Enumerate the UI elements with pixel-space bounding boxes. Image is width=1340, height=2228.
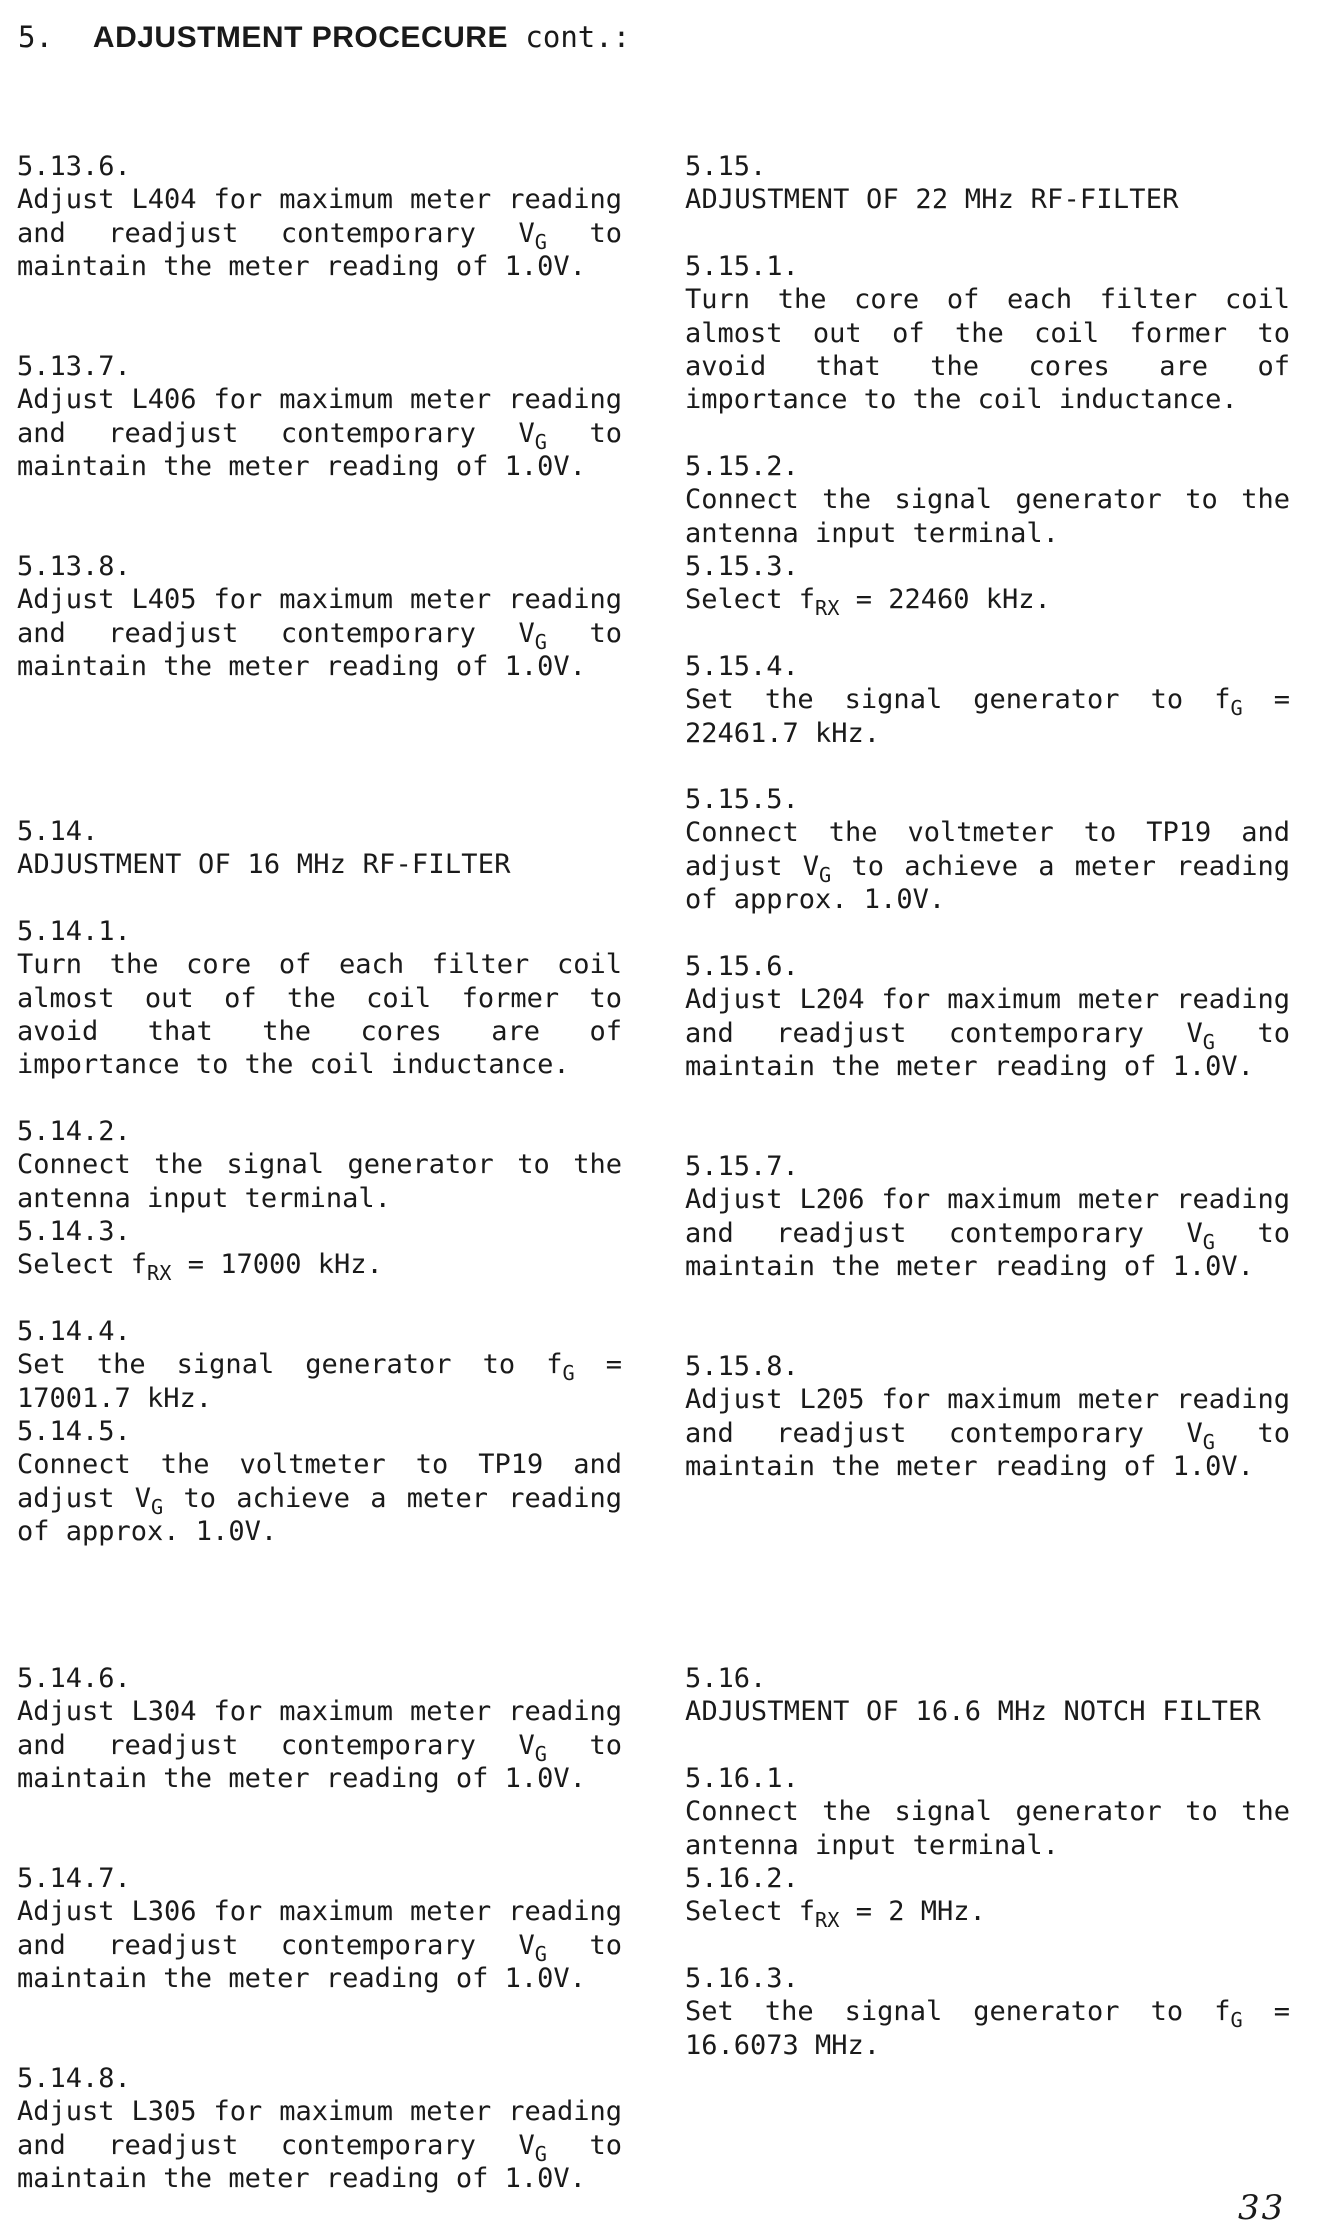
step-number: 5.16.2. <box>685 1863 799 1894</box>
step-5-15-5 <box>685 783 1290 916</box>
section-heading: ADJUSTMENT OF 16.6 MHz NOTCH FILTER <box>685 1696 1261 1728</box>
step-text: Connect the voltmeter to TP19 and adjust $V_G$ to achieve a meter reading of approx. 1.0V. <box>685 817 1290 915</box>
step-number: 5.15.3. <box>685 551 799 582</box>
section-heading: ADJUSTMENT OF 22 MHz RF-FILTER <box>685 184 1179 216</box>
step-text: Connect the signal generator to the antenna input terminal. <box>685 1796 1290 1861</box>
step-text: Adjust L404 for maximum meter reading and readjust contemporary $V_G$ to maintain the meter reading of 1.0V. <box>17 184 622 282</box>
section-5-15 <box>685 150 1290 217</box>
step-text: Adjust L206 for maximum meter reading and readjust contemporary $V_G$ to maintain the meter reading of 1.0V. <box>685 1184 1290 1282</box>
step-5-13-7 <box>17 350 622 483</box>
step-number: 5.14.1. <box>17 916 131 947</box>
section-suffix: cont.: <box>525 20 631 54</box>
step-number: 5.13.8. <box>17 551 131 582</box>
step-5-14-1 <box>17 915 622 1081</box>
step-text: Select $f_{RX} = 22460$ kHz. <box>685 584 1051 621</box>
step-5-14-8 <box>17 2062 622 2195</box>
step-text: Select $f_{RX} = 17000$ kHz. <box>17 1249 383 1286</box>
step-text: Adjust L304 for maximum meter reading and readjust contemporary $V_G$ to maintain the meter reading of 1.0V. <box>17 1696 622 1794</box>
step-5-15-7 <box>685 1150 1290 1283</box>
step-number: 5.16.1. <box>685 1763 799 1794</box>
step-text: Set the signal generator to $f_G = 17001.7$ kHz. <box>17 1349 622 1414</box>
step-5-16-1 <box>685 1762 1290 1862</box>
step-text: Connect the signal generator to the antenna input terminal. <box>685 484 1290 549</box>
step-text: Adjust L204 for maximum meter reading and readjust contemporary $V_G$ to maintain the meter reading of 1.0V. <box>685 984 1290 1082</box>
page-number: 33 <box>1238 2188 1286 2228</box>
step-5-14-4 <box>17 1315 622 1415</box>
step-text: Connect the voltmeter to TP19 and adjust $V_G$ to achieve a meter reading of approx. 1.0V. <box>17 1449 622 1547</box>
step-number: 5.15.5. <box>685 784 799 815</box>
step-5-15-2 <box>685 450 1290 550</box>
step-5-14-3 <box>17 1215 622 1286</box>
step-number: 5.15.6. <box>685 951 799 982</box>
step-text: Adjust L405 for maximum meter reading and readjust contemporary $V_G$ to maintain the meter reading of 1.0V. <box>17 584 622 682</box>
step-number: 5.15.7. <box>685 1151 799 1182</box>
section-number: 5. <box>18 20 53 54</box>
step-5-16-2 <box>685 1862 1290 1933</box>
step-text: Connect the signal generator to the antenna input terminal. <box>17 1149 622 1214</box>
section-5-16 <box>685 1662 1290 1729</box>
step-5-15-3 <box>685 550 1290 621</box>
step-5-14-5 <box>17 1415 622 1548</box>
step-5-13-8 <box>17 550 622 683</box>
step-5-13-6 <box>17 150 622 283</box>
step-number: 5.15.4. <box>685 651 799 682</box>
step-text: Turn the core of each filter coil almost out of the coil former to avoid that the cores are of importance to the coil inductance. <box>17 949 622 1081</box>
section-number: 5.14. <box>17 816 99 847</box>
step-5-15-8 <box>685 1350 1290 1483</box>
section-header <box>18 20 630 55</box>
step-5-16-3 <box>685 1962 1290 2062</box>
step-text: Turn the core of each filter coil almost out of the coil former to avoid that the cores are of importance to the coil inductance. <box>685 284 1290 416</box>
section-title: ADJUSTMENT PROCECURE <box>92 21 508 54</box>
step-number: 5.14.3. <box>17 1216 131 1247</box>
step-number: 5.14.6. <box>17 1663 131 1694</box>
step-number: 5.14.4. <box>17 1316 131 1347</box>
step-text: Adjust L305 for maximum meter reading and readjust contemporary $V_G$ to maintain the meter reading of 1.0V. <box>17 2096 622 2194</box>
step-number: 5.15.8. <box>685 1351 799 1382</box>
step-5-15-4 <box>685 650 1290 750</box>
section-number: 5.16. <box>685 1663 767 1694</box>
section-number: 5.15. <box>685 151 767 182</box>
step-5-14-6 <box>17 1662 622 1795</box>
section-5-14 <box>17 815 622 882</box>
step-text: Select $f_{RX} = 2$ MHz. <box>685 1896 986 1933</box>
step-text: Adjust L306 for maximum meter reading and readjust contemporary $V_G$ to maintain the meter reading of 1.0V. <box>17 1896 622 1994</box>
step-number: 5.15.1. <box>685 251 799 282</box>
step-5-14-2 <box>17 1115 622 1215</box>
step-5-15-6 <box>685 950 1290 1083</box>
step-number: 5.16.3. <box>685 1963 799 1994</box>
step-number: 5.14.7. <box>17 1863 131 1894</box>
step-text: Set the signal generator to $f_G = 22461.7$ kHz. <box>685 684 1290 749</box>
step-5-14-7 <box>17 1862 622 1995</box>
step-text: Adjust L406 for maximum meter reading and readjust contemporary $V_G$ to maintain the meter reading of 1.0V. <box>17 384 622 482</box>
step-5-15-1 <box>685 250 1290 416</box>
step-number: 5.14.2. <box>17 1116 131 1147</box>
step-number: 5.14.8. <box>17 2063 131 2094</box>
step-text: Adjust L205 for maximum meter reading and readjust contemporary $V_G$ to maintain the meter reading of 1.0V. <box>685 1384 1290 1482</box>
step-number: 5.14.5. <box>17 1416 131 1447</box>
section-heading: ADJUSTMENT OF 16 MHz RF-FILTER <box>17 849 511 881</box>
step-number: 5.13.7. <box>17 351 131 382</box>
step-number: 5.13.6. <box>17 151 131 182</box>
step-text: Set the signal generator to $f_G = 16.6073$ MHz. <box>685 1996 1290 2061</box>
step-number: 5.15.2. <box>685 451 799 482</box>
